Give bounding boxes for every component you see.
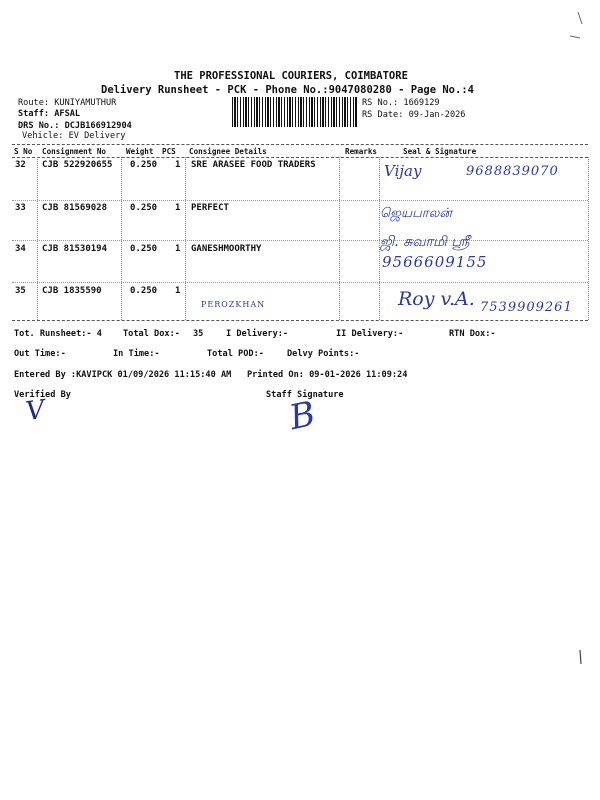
rs-date: RS Date: 09-Jan-2026 (362, 110, 466, 120)
in-time: In Time:- (113, 349, 160, 359)
col-sno: S No (14, 147, 33, 156)
company-title: THE PROFESSIONAL COURIERS, COIMBATORE (174, 70, 408, 82)
row-weight: 0.250 (130, 244, 158, 254)
row-weight: 0.250 (130, 203, 158, 213)
vehicle-label: Vehicle: EV Delivery (22, 131, 126, 141)
route-label: Route: KUNIYAMUTHUR (18, 98, 117, 108)
total-pod: Total POD:- (207, 349, 264, 359)
verified-by-label: Verified By (14, 390, 71, 400)
staff-label: Staff: AFSAL (18, 109, 81, 119)
rtn-dox: RTN Dox:- (449, 329, 496, 339)
staff-signature-mark: B (286, 393, 319, 439)
handwritten-phone: 9688839070 (466, 164, 559, 179)
row-consignee: PERFECT (191, 203, 229, 213)
out-time: Out Time:- (14, 349, 66, 359)
printed-on: Printed On: 09-01-2026 11:09:24 (247, 370, 408, 380)
handwritten-signature: Vijay (384, 162, 422, 180)
verified-signature-mark: V (24, 394, 47, 428)
row-sno: 34 (15, 244, 26, 254)
handwritten-signature: ஜெயபாலன் (380, 206, 452, 221)
row-rule (12, 282, 588, 283)
row-weight: 0.250 (130, 160, 158, 170)
col-consignment: Consignment No (42, 147, 107, 156)
entered-by: Entered By :KAVIPCK 01/09/2026 11:15:40 AM (14, 370, 232, 380)
row-sno: 32 (15, 160, 26, 170)
row-consignment: CJB 522920655 (42, 160, 113, 170)
handwritten-phone: 9566609155 (382, 253, 488, 271)
col-consignee: Consignee Details (189, 147, 267, 156)
col-divider (37, 157, 38, 320)
scan-mark (576, 648, 586, 668)
row-pcs: 1 (175, 203, 181, 213)
handwritten-signature: Roy v.A. (398, 288, 475, 310)
barcode (232, 97, 358, 127)
runsheet-subtitle: Delivery Runsheet - PCK - Phone No.:9047080280 - Page No.:4 (101, 84, 474, 96)
table-header-rule (12, 157, 588, 158)
delvy-points: Delvy Points:- (287, 349, 360, 359)
col-weight: Weight (126, 147, 154, 156)
col-divider (339, 157, 340, 320)
row-rule (12, 240, 588, 241)
drs-number: DRS No.: DCJB166912904 (18, 121, 132, 131)
row-rule (12, 200, 588, 201)
table-top-rule (12, 144, 588, 145)
col-divider (121, 157, 122, 320)
col-remarks: Remarks (345, 147, 378, 156)
i-delivery: I Delivery:- (226, 329, 289, 339)
handwritten-signature: ஜி. சுவாமி ஸ்ரீ (380, 234, 470, 250)
handwritten-phone: 7539909261 (480, 300, 573, 315)
total-dox-label: Total Dox:- (123, 329, 180, 339)
table-bottom-rule (12, 320, 588, 321)
handwritten-name: PEROZKHAN (201, 300, 266, 309)
col-divider (588, 157, 589, 320)
col-pcs: PCS (162, 147, 176, 156)
row-pcs: 1 (175, 160, 181, 170)
staff-signature-label: Staff Signature (266, 390, 344, 400)
row-consignment: CJB 1835590 (42, 286, 102, 296)
row-consignee: GANESHMOORTHY (191, 244, 262, 254)
row-consignment: CJB 81569028 (42, 203, 108, 213)
row-pcs: 1 (175, 244, 181, 254)
row-sno: 33 (15, 203, 26, 213)
ii-delivery: II Delivery:- (336, 329, 404, 339)
row-consignee: SRE ARASEE FOOD TRADERS (191, 160, 316, 170)
col-divider (185, 157, 186, 320)
total-dox-value: 35 (193, 329, 204, 339)
row-sno: 35 (15, 286, 26, 296)
total-runsheet: Tot. Runsheet:- 4 (14, 329, 102, 339)
scan-mark (560, 8, 590, 48)
row-weight: 0.250 (130, 286, 158, 296)
row-pcs: 1 (175, 286, 181, 296)
rs-number: RS No.: 1669129 (362, 98, 440, 108)
col-seal-signature: Seal & Signature (403, 147, 477, 156)
row-consignment: CJB 81530194 (42, 244, 108, 254)
